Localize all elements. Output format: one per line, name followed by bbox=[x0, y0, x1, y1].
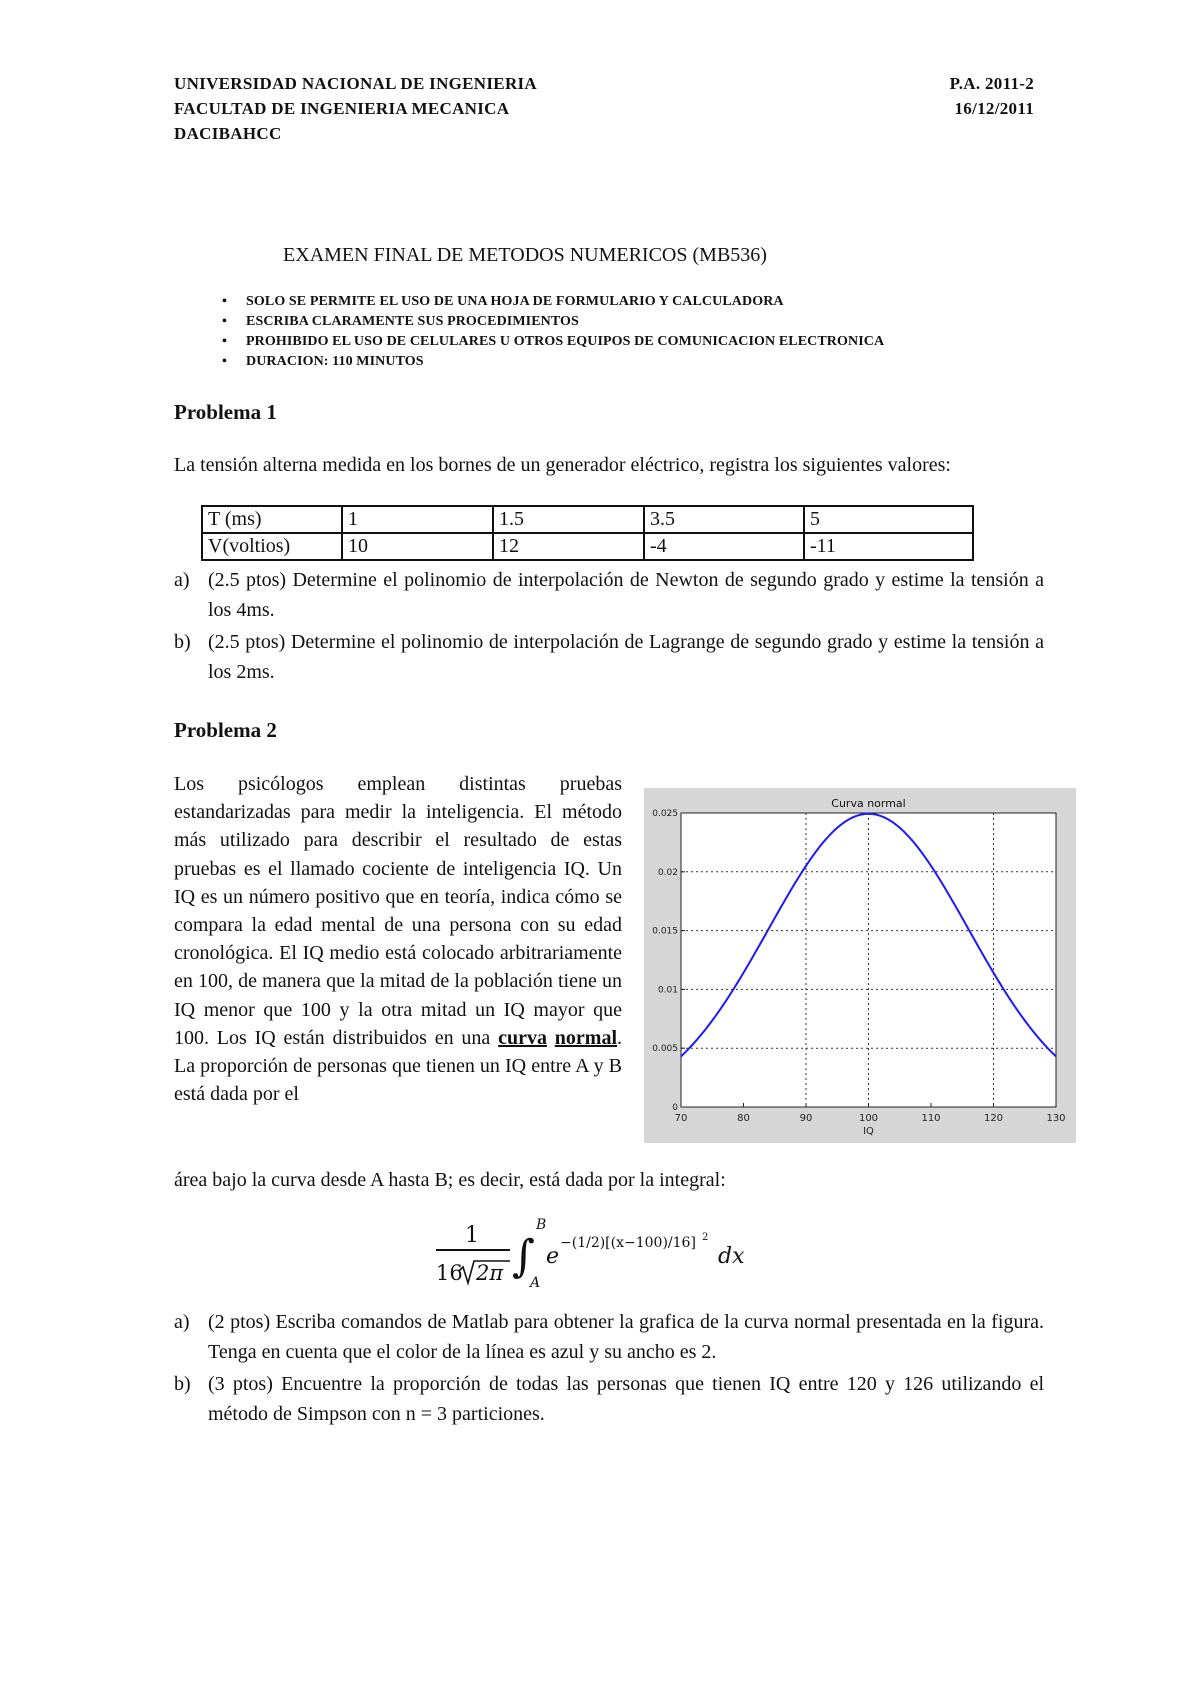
x-tick-label: 90 bbox=[799, 1113, 813, 1124]
academic-period: P.A. 2011-2 bbox=[949, 74, 1034, 93]
table-row-time bbox=[202, 506, 973, 533]
x-tick-label: 130 bbox=[1046, 1113, 1066, 1124]
formula-root: 2π bbox=[476, 1261, 504, 1285]
voltage-table bbox=[201, 505, 974, 561]
exponent-power: 2 bbox=[702, 1232, 709, 1243]
exam-date: 16/12/2011 bbox=[954, 99, 1034, 118]
table-row-voltage bbox=[202, 533, 973, 560]
exponent-text: −(1/2)[(x−100)/16] bbox=[560, 1235, 696, 1251]
x-tick-label: 70 bbox=[674, 1113, 688, 1124]
rule-item: • SOLO SE PERMITE EL USO DE UNA HOJA DE FORMULARIO Y CALCULADORA bbox=[174, 292, 884, 312]
x-tick-label: 80 bbox=[737, 1113, 750, 1124]
x-tick-label: 110 bbox=[921, 1113, 941, 1124]
y-tick-label: 0.015 bbox=[652, 926, 678, 937]
university-name: UNIVERSIDAD NACIONAL DE INGENIERIA bbox=[174, 74, 538, 93]
table-cell: 10 bbox=[342, 533, 493, 560]
exam-title: EXAMEN FINAL DE METODOS NUMERICOS (MB536) bbox=[283, 244, 767, 266]
integral-sign: ∫ bbox=[512, 1231, 535, 1282]
integral-formula bbox=[432, 1213, 812, 1293]
question-item bbox=[174, 627, 1044, 687]
table-cell: T (ms) bbox=[202, 506, 342, 533]
department-name: DACIBAHCC bbox=[174, 124, 282, 143]
faculty-name: FACULTAD DE INGENIERIA MECANICA bbox=[174, 99, 510, 118]
y-tick-label: 0.01 bbox=[657, 985, 678, 996]
differential: dx bbox=[718, 1244, 745, 1269]
rule-item: • ESCRIBA CLARAMENTE SUS PROCEDIMIENTOS bbox=[174, 312, 884, 332]
formula-coefficient: 16 bbox=[436, 1261, 463, 1285]
header-right bbox=[950, 71, 1034, 121]
problem2-title: Problema 2 bbox=[174, 718, 277, 742]
question-item bbox=[174, 1369, 1044, 1429]
exam-rules bbox=[174, 292, 884, 372]
table-cell: V(voltios) bbox=[202, 533, 342, 560]
question-item bbox=[174, 1307, 1044, 1367]
description-text: Los psicólogos emplean distintas pruebas estandarizadas para medir la inteligencia. El método más utilizado para describir el resultado de estas pruebas es el llamado cociente de inteligencia IQ. Un IQ es un número positivo que en teoría, indica cómo se compara la edad mental de una persona con su edad cronológica. El IQ medio está colocado arbitrariamente en 100, de manera que la mitad de la población tiene un IQ menor que 100 y la otra mitad un IQ mayor que 100. Los IQ están distribuidos en una bbox=[174, 773, 622, 1049]
rule-item: • PROHIBIDO EL USO DE CELULARES U OTROS EQUIPOS DE COMUNICACION ELECTRONICA bbox=[174, 332, 884, 352]
question-label: b) bbox=[174, 631, 191, 653]
question-text: (2 ptos) Escriba comandos de Matlab para obtener la grafica de la curva normal presentada en la figura. Tenga en cuenta que el color de la línea es azul y su ancho es 2. bbox=[208, 1311, 1044, 1363]
question-label: b) bbox=[174, 1373, 191, 1395]
question-item bbox=[174, 565, 1044, 625]
problem1-questions bbox=[174, 565, 1044, 689]
table-cell: 1.5 bbox=[493, 506, 644, 533]
y-tick-label: 0.02 bbox=[657, 867, 678, 878]
lower-limit: A bbox=[530, 1275, 541, 1291]
question-text: (2.5 ptos) Determine el polinomio de interpolación de Newton de segundo grado y estime la tensión a los 4ms. bbox=[208, 569, 1044, 621]
normal-curve-chart bbox=[644, 788, 1076, 1143]
table-cell: 5 bbox=[804, 506, 973, 533]
problem2-questions bbox=[174, 1307, 1044, 1431]
question-text: (2.5 ptos) Determine el polinomio de interpolación de Lagrange de segundo grado y estime la tensión a los 2ms. bbox=[208, 631, 1044, 683]
description-text-end: . La proporción de personas que tienen un IQ entre A y B está dada por el bbox=[174, 1026, 622, 1106]
normal-curve-figure bbox=[644, 788, 1076, 1143]
y-tick-label: 0.005 bbox=[652, 1044, 678, 1055]
table-cell: -4 bbox=[644, 533, 804, 560]
table-cell: 3.5 bbox=[644, 506, 804, 533]
emphasis-curva: curva bbox=[498, 1026, 547, 1049]
upper-limit: B bbox=[536, 1217, 547, 1233]
x-tick-label: 120 bbox=[983, 1113, 1004, 1124]
question-label: a) bbox=[174, 1311, 190, 1333]
emphasis-normal: normal bbox=[554, 1026, 617, 1049]
x-tick-label: 100 bbox=[858, 1113, 879, 1124]
chart-title: Curva normal bbox=[831, 797, 906, 810]
x-axis-label: IQ bbox=[863, 1126, 874, 1137]
y-tick-label: 0.025 bbox=[652, 809, 678, 819]
header-left bbox=[174, 71, 537, 146]
problem1-intro: La tensión alterna medida en los bornes de un generador eléctrico, registra los siguientes valores: bbox=[174, 454, 951, 476]
table-cell: 12 bbox=[493, 533, 644, 560]
exp-base: e bbox=[546, 1244, 560, 1269]
problem2-description bbox=[174, 770, 622, 1108]
problem2-continuation: área bajo la curva desde A hasta B; es decir, está dada por la integral: bbox=[174, 1169, 726, 1191]
table-cell: 1 bbox=[342, 506, 493, 533]
table-cell: -11 bbox=[804, 533, 973, 560]
y-tick-label: 0 bbox=[672, 1103, 678, 1113]
question-text: (3 ptos) Encuentre la proporción de todas las personas que tienen IQ entre 120 y 126 utilizando el método de Simpson con n = 3 particiones. bbox=[208, 1373, 1044, 1425]
problem1-title: Problema 1 bbox=[174, 400, 277, 424]
formula-numerator: 1 bbox=[465, 1223, 479, 1248]
rule-item: • DURACION: 110 MINUTOS bbox=[174, 352, 884, 372]
question-label: a) bbox=[174, 569, 190, 591]
